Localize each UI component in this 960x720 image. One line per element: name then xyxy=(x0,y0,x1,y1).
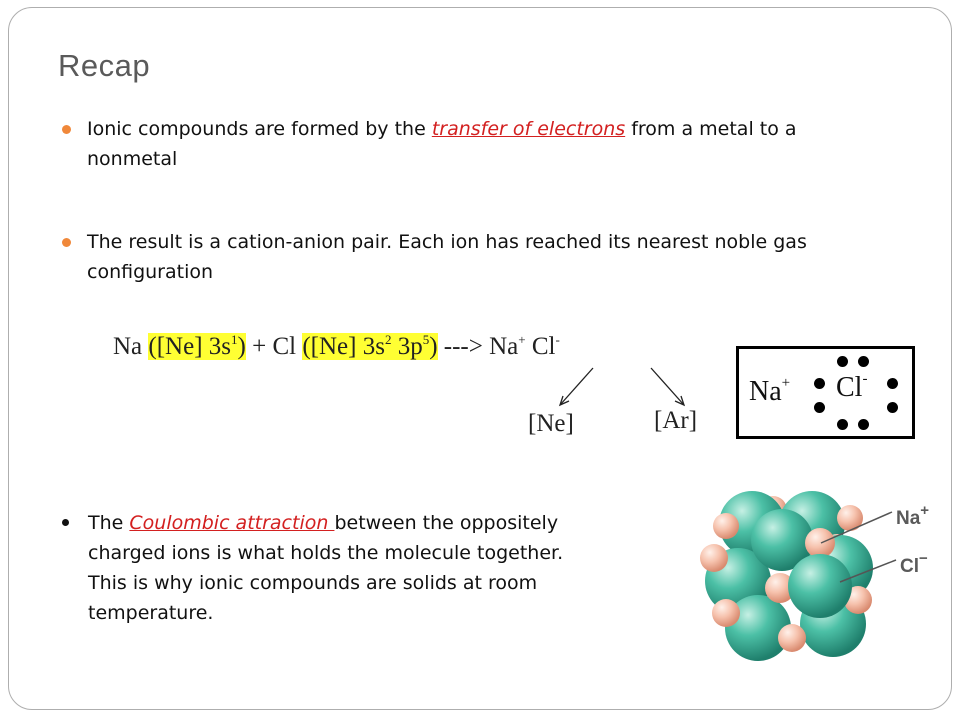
na-ion-sphere xyxy=(712,599,740,627)
bullet-marker xyxy=(62,519,69,526)
cl-label: Cl− xyxy=(900,550,928,577)
na-configuration: ([Ne] $3s^1$) xyxy=(148,332,246,360)
cl-ion-sphere xyxy=(788,554,852,618)
na-ion-sphere xyxy=(713,513,739,539)
cl-configuration: ([Ne] $3s^2$ $3p^5$) xyxy=(302,332,438,360)
bullet-3-line-3: This is why ionic compounds are solids at room xyxy=(88,572,538,594)
slide-title: Recap xyxy=(58,48,151,83)
na-label: Na+ xyxy=(896,502,930,529)
bullet-1-line-1: Ionic compounds are formed by the transfer of electrons from a metal to a xyxy=(87,118,797,140)
product-cl: Cl- xyxy=(525,332,560,360)
bullet-3-line-2: charged ions is what holds the molecule together. xyxy=(88,542,564,564)
electron-dot xyxy=(814,378,825,389)
bullet-3-line-4: temperature. xyxy=(88,602,214,624)
electron-dot xyxy=(837,419,848,430)
electron-dot xyxy=(887,378,898,389)
coulombic-attraction-link[interactable]: Coulombic attraction xyxy=(129,512,335,534)
bullet-2-line-1: The result is a cation-anion pair. Each ion has reached its nearest noble gas xyxy=(87,231,807,253)
ionization-equation: Na ([Ne] $3s^1) + Cl$ ([Ne] $3s^2$ $3p^5$) ---> Na+ Cl- xyxy=(113,332,560,360)
nacl-crystal-lattice-image xyxy=(700,488,960,663)
product-na: Na+ xyxy=(489,332,526,360)
bullet-3 xyxy=(88,508,563,628)
bullet-2-line-2: configuration xyxy=(87,261,214,283)
bullet-3-line-1: The Coulombic attraction between the oppositely xyxy=(88,512,559,534)
bullet-1 xyxy=(87,114,797,174)
bullet-1-line-2: nonmetal xyxy=(87,148,178,170)
lewis-cl-ion: Cl- xyxy=(836,371,868,403)
electron-dot xyxy=(887,402,898,413)
result-ne: [Ne] xyxy=(528,410,574,437)
electron-dot xyxy=(814,402,825,413)
na-ion-sphere xyxy=(778,624,806,652)
bullet-marker xyxy=(62,238,71,247)
lewis-structure-box xyxy=(736,346,915,439)
result-ar: [Ar] xyxy=(654,407,698,434)
lewis-na-ion: Na+ xyxy=(749,375,791,407)
electron-dot xyxy=(858,419,869,430)
bullet-marker xyxy=(62,125,71,134)
bullet-2 xyxy=(87,227,807,287)
electron-dot xyxy=(858,356,869,367)
na-ion-sphere xyxy=(700,544,728,572)
electron-dot xyxy=(837,356,848,367)
na-ion-sphere xyxy=(805,528,835,558)
transfer-of-electrons-link[interactable]: transfer of electrons xyxy=(431,118,626,140)
